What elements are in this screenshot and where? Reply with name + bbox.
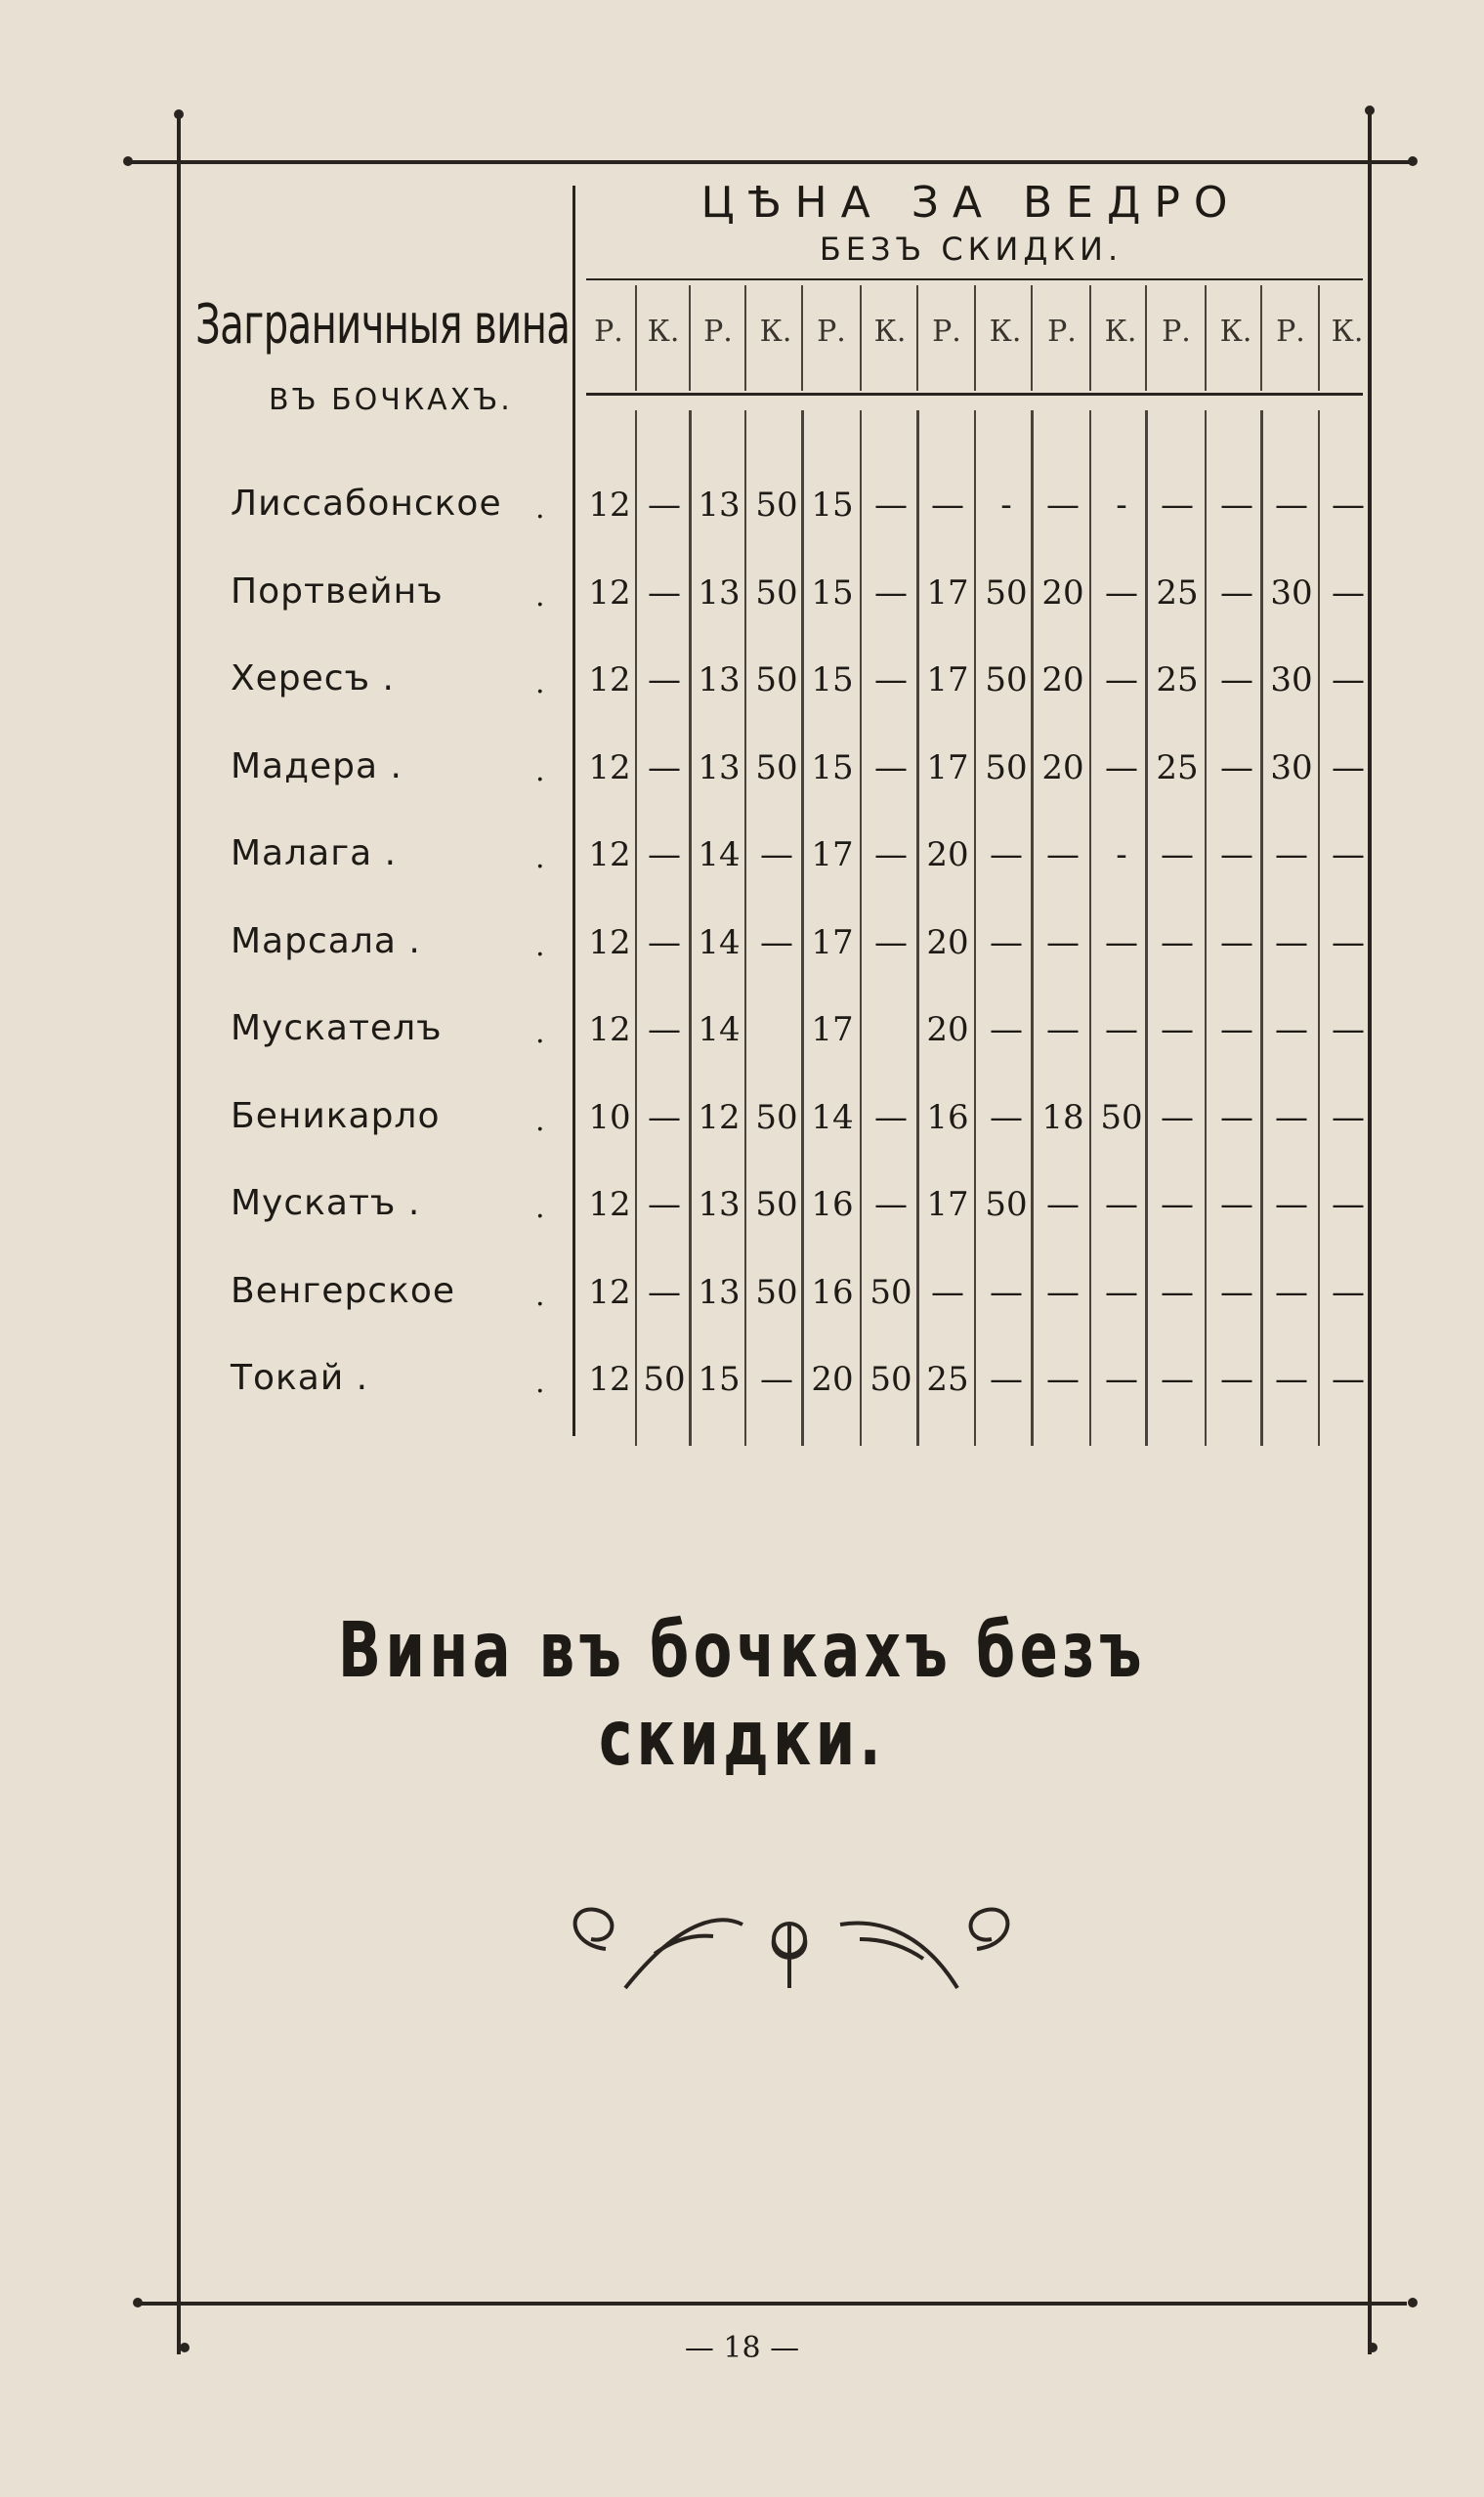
price-rubles: — <box>1161 922 1194 962</box>
price-kopecks: — <box>990 1272 1023 1312</box>
price-kopecks: — <box>1332 572 1365 613</box>
leader-dot: . <box>535 578 545 614</box>
price-kopecks: — <box>648 1272 681 1312</box>
price-rubles: — <box>1046 1360 1080 1399</box>
unit-label: К. <box>873 315 907 349</box>
wine-name: Портвейнъ <box>231 571 444 612</box>
unit-label: Р. <box>1162 315 1191 349</box>
price-kopecks: — <box>1332 1097 1365 1137</box>
price-rubles: 12 <box>698 1097 741 1137</box>
price-rubles: 20 <box>1041 747 1084 787</box>
price-rubles: 12 <box>588 1010 631 1049</box>
price-kopecks: 50 <box>869 1272 912 1312</box>
header-column-line <box>916 285 918 391</box>
leader-dot: . <box>535 1103 545 1138</box>
header-column-line <box>1145 285 1147 391</box>
price-kopecks: — <box>648 1097 681 1137</box>
price-kopecks: 50 <box>755 1185 798 1224</box>
leader-dot: . <box>535 1366 545 1400</box>
price-kopecks: — <box>1105 1185 1138 1224</box>
price-rubles: 16 <box>811 1272 854 1312</box>
price-rubles: 15 <box>811 747 854 787</box>
header-column-line <box>1318 285 1320 391</box>
price-rubles: 12 <box>588 747 631 787</box>
price-kopecks: — <box>874 660 908 699</box>
price-rubles: — <box>1275 1097 1308 1137</box>
price-rubles: 14 <box>811 1097 854 1137</box>
price-kopecks: — <box>1332 660 1365 699</box>
price-kopecks: - <box>1116 486 1127 525</box>
leader-dot: . <box>535 491 545 526</box>
price-kopecks: — <box>1105 747 1138 787</box>
corner-ornament <box>1408 2298 1418 2307</box>
ornament-flourish <box>547 1895 1036 2003</box>
price-kopecks: — <box>1220 835 1253 874</box>
price-rubles: 15 <box>811 486 854 525</box>
price-rubles: 30 <box>1270 747 1313 787</box>
header-column-line <box>744 285 746 391</box>
price-kopecks: — <box>1105 660 1138 699</box>
price-kopecks: — <box>1220 747 1253 787</box>
price-kopecks: 50 <box>755 1272 798 1312</box>
price-kopecks: — <box>648 1010 681 1049</box>
header-column-line <box>635 285 637 391</box>
price-kopecks: — <box>648 486 681 525</box>
price-kopecks: — <box>760 835 793 874</box>
price-kopecks: — <box>1220 1360 1253 1399</box>
price-kopecks: — <box>648 572 681 613</box>
price-rubles: 10 <box>588 1097 631 1137</box>
price-rubles: — <box>1275 1272 1308 1312</box>
price-kopecks: - <box>1000 486 1012 525</box>
unit-label: Р. <box>1047 315 1077 349</box>
price-rubles: — <box>1275 486 1308 525</box>
price-rubles: — <box>1046 922 1080 962</box>
price-rubles: — <box>1161 835 1194 874</box>
price-rubles: 17 <box>811 922 854 962</box>
price-rubles: 12 <box>588 486 631 525</box>
price-kopecks: — <box>1332 922 1365 962</box>
corner-ornament <box>174 109 184 119</box>
price-rubles: 16 <box>926 1097 969 1137</box>
unit-label: К. <box>759 315 792 349</box>
price-rubles: — <box>1275 922 1308 962</box>
unit-label: Р. <box>703 315 733 349</box>
price-kopecks: — <box>1105 572 1138 613</box>
price-kopecks: — <box>1220 922 1253 962</box>
unit-label: Р. <box>594 315 623 349</box>
price-rubles: 20 <box>1041 660 1084 699</box>
wine-name: Беникарло <box>231 1095 441 1136</box>
leader-dot: . <box>535 1191 545 1225</box>
price-rubles: 16 <box>811 1185 854 1224</box>
price-subheader: БЕЗЪ СКИДКИ. <box>819 231 1124 268</box>
price-rubles: — <box>1161 1097 1194 1137</box>
frame-left-rule <box>177 117 181 2354</box>
price-rubles: 14 <box>698 835 741 874</box>
leader-dot: . <box>535 1278 545 1313</box>
price-rubles: 15 <box>811 572 854 613</box>
price-rubles: — <box>1046 1010 1080 1049</box>
wine-name: Малага . <box>231 833 398 873</box>
price-kopecks: 50 <box>755 660 798 699</box>
leader-dot: . <box>535 666 545 700</box>
price-kopecks: — <box>990 1010 1023 1049</box>
price-rubles: 18 <box>1041 1097 1084 1137</box>
wine-name: Мускатъ . <box>231 1183 421 1223</box>
price-kopecks: — <box>874 835 908 874</box>
wine-name: Хересъ . <box>231 658 395 698</box>
price-kopecks: — <box>1220 1185 1253 1224</box>
price-rubles: — <box>1161 1360 1194 1399</box>
price-kopecks: — <box>1332 1360 1365 1399</box>
price-kopecks: — <box>1332 835 1365 874</box>
price-rubles: 13 <box>698 1185 741 1224</box>
price-kopecks: 50 <box>985 747 1028 787</box>
price-rubles: — <box>1046 835 1080 874</box>
price-rubles: — <box>1161 486 1194 525</box>
price-kopecks: — <box>648 660 681 699</box>
leader-dot: . <box>535 841 545 875</box>
price-rubles: — <box>1275 1185 1308 1224</box>
price-kopecks: — <box>1220 486 1253 525</box>
header-column-line <box>1031 285 1033 391</box>
price-rubles: — <box>1046 1272 1080 1312</box>
price-kopecks: — <box>1220 572 1253 613</box>
price-kopecks: — <box>1332 1010 1365 1049</box>
price-kopecks: — <box>874 1185 908 1224</box>
price-kopecks: — <box>1332 747 1365 787</box>
price-kopecks: 50 <box>755 747 798 787</box>
price-kopecks: — <box>1105 1010 1138 1049</box>
price-rubles: 12 <box>588 922 631 962</box>
header-underline <box>586 278 1363 280</box>
header-column-line <box>1089 285 1091 391</box>
price-rubles: 12 <box>588 1272 631 1312</box>
price-kopecks: 50 <box>755 1097 798 1137</box>
header-column-line <box>1205 285 1207 391</box>
price-kopecks: 50 <box>869 1360 912 1399</box>
unit-label: К. <box>1331 315 1364 349</box>
price-rubles: 15 <box>698 1360 741 1399</box>
price-kopecks: — <box>1105 1272 1138 1312</box>
page-number: — 18 — <box>684 2331 800 2365</box>
price-kopecks: — <box>874 1097 908 1137</box>
price-kopecks: - <box>1116 835 1127 874</box>
header-column-line <box>974 285 976 391</box>
price-rubles: — <box>1275 835 1308 874</box>
header-column-line <box>689 285 691 391</box>
price-kopecks: 50 <box>643 1360 686 1399</box>
section-subtitle: ВЪ БОЧКАХЪ. <box>269 383 513 417</box>
corner-ornament <box>123 156 133 166</box>
price-rubles: 13 <box>698 1272 741 1312</box>
price-rubles: 17 <box>926 572 969 613</box>
price-kopecks: — <box>1105 922 1138 962</box>
price-rubles: — <box>1046 1185 1080 1224</box>
price-rubles: 20 <box>811 1360 854 1399</box>
unit-label: К. <box>989 315 1022 349</box>
price-rubles: 15 <box>811 660 854 699</box>
price-kopecks: — <box>1105 1360 1138 1399</box>
footer-title: Вина въ бочкахъ безъ скидки. <box>338 1607 1146 1783</box>
price-kopecks: — <box>760 1360 793 1399</box>
corner-ornament <box>1365 106 1375 115</box>
price-rubles: — <box>1161 1272 1194 1312</box>
price-rubles: 17 <box>926 1185 969 1224</box>
price-rubles: 30 <box>1270 660 1313 699</box>
price-rubles: 12 <box>588 660 631 699</box>
price-rubles: 13 <box>698 747 741 787</box>
price-rubles: 25 <box>1156 660 1199 699</box>
section-title: Заграничныя вина <box>195 293 571 357</box>
unit-label: К. <box>1104 315 1137 349</box>
price-rubles: — <box>931 1272 964 1312</box>
unit-label: Р. <box>932 315 961 349</box>
price-rubles: 13 <box>698 660 741 699</box>
price-rubles: — <box>1161 1185 1194 1224</box>
price-kopecks: 50 <box>755 486 798 525</box>
header-column-line <box>860 285 862 391</box>
price-rubles: 14 <box>698 1010 741 1049</box>
price-rubles: — <box>1275 1360 1308 1399</box>
price-kopecks: — <box>874 572 908 613</box>
unit-label: К. <box>1219 315 1252 349</box>
price-kopecks: — <box>1220 660 1253 699</box>
price-kopecks: — <box>1220 1010 1253 1049</box>
unit-label: Р. <box>817 315 846 349</box>
frame-right-rule <box>1368 107 1372 2354</box>
price-kopecks: — <box>1332 1272 1365 1312</box>
leader-dot: . <box>535 928 545 963</box>
price-rubles: 30 <box>1270 572 1313 613</box>
price-rubles: 25 <box>926 1360 969 1399</box>
price-rubles: 17 <box>811 835 854 874</box>
wine-name: Марсала . <box>231 920 421 961</box>
price-rubles: 13 <box>698 572 741 613</box>
price-kopecks: — <box>990 835 1023 874</box>
price-kopecks: — <box>648 922 681 962</box>
price-kopecks: — <box>990 1097 1023 1137</box>
price-kopecks: — <box>1332 1185 1365 1224</box>
price-rubles: — <box>1161 1010 1194 1049</box>
price-rubles: 20 <box>926 1010 969 1049</box>
header-column-line <box>1260 285 1262 391</box>
wine-name: Мадера . <box>231 745 403 786</box>
price-rubles: 12 <box>588 835 631 874</box>
price-kopecks: 50 <box>985 572 1028 613</box>
table-divider-vertical <box>572 186 575 1436</box>
price-kopecks: — <box>990 922 1023 962</box>
price-rubles: — <box>931 486 964 525</box>
price-kopecks: — <box>1332 486 1365 525</box>
price-kopecks: — <box>648 1185 681 1224</box>
corner-ornament <box>1408 156 1418 166</box>
price-rubles: 20 <box>926 835 969 874</box>
wine-name: Токай . <box>231 1358 369 1398</box>
price-kopecks: — <box>874 747 908 787</box>
price-rubles: 17 <box>811 1010 854 1049</box>
price-kopecks: — <box>874 922 908 962</box>
price-kopecks: 50 <box>985 1185 1028 1224</box>
price-rubles: 14 <box>698 922 741 962</box>
price-rubles: 25 <box>1156 747 1199 787</box>
price-rubles: 17 <box>926 660 969 699</box>
price-kopecks: 50 <box>1100 1097 1143 1137</box>
price-rubles: 12 <box>588 1185 631 1224</box>
price-kopecks: — <box>760 922 793 962</box>
price-rubles: — <box>1046 486 1080 525</box>
wine-name: Мускателъ <box>231 1008 443 1048</box>
price-rubles: 20 <box>1041 572 1084 613</box>
unit-label: К. <box>647 315 680 349</box>
price-kopecks: 50 <box>755 572 798 613</box>
header-column-line <box>801 285 803 391</box>
price-header: ЦѢНА ЗА ВЕДРО <box>700 178 1242 228</box>
units-underline <box>586 393 1363 396</box>
leader-dot: . <box>535 1016 545 1050</box>
price-kopecks: — <box>648 747 681 787</box>
price-kopecks: — <box>990 1360 1023 1399</box>
price-rubles: 17 <box>926 747 969 787</box>
price-rubles: 25 <box>1156 572 1199 613</box>
price-rubles: 12 <box>588 1360 631 1399</box>
unit-label: Р. <box>1276 315 1305 349</box>
price-kopecks: — <box>648 835 681 874</box>
price-kopecks: — <box>1220 1272 1253 1312</box>
wine-name: Венгерское <box>231 1270 456 1311</box>
price-rubles: 12 <box>588 572 631 613</box>
frame-bottom-rule <box>137 2302 1407 2306</box>
price-kopecks: — <box>874 486 908 525</box>
price-rubles: 13 <box>698 486 741 525</box>
price-kopecks: 50 <box>985 660 1028 699</box>
leader-dot: . <box>535 753 545 788</box>
frame-top-rule <box>127 160 1417 164</box>
corner-ornament <box>133 2298 143 2307</box>
price-rubles: — <box>1275 1010 1308 1049</box>
price-rubles: 20 <box>926 922 969 962</box>
wine-name: Лиссабонское <box>231 484 502 524</box>
price-kopecks: — <box>1220 1097 1253 1137</box>
